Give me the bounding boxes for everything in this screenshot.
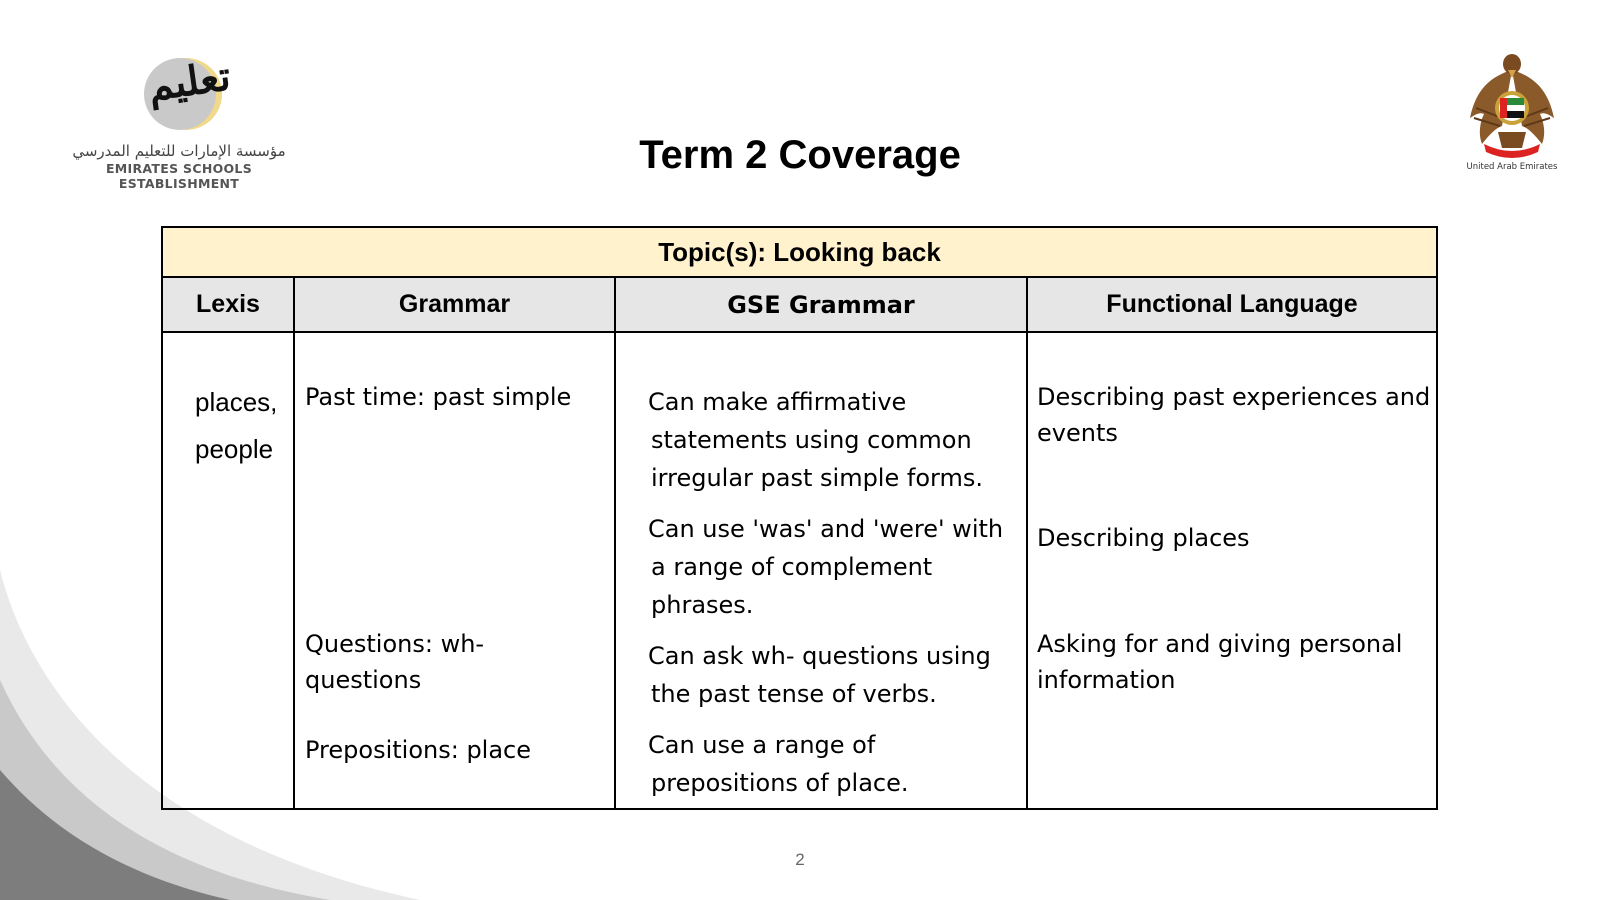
functional-language-cell: [1027, 332, 1437, 809]
gse-line: the past tense of verbs.: [651, 680, 937, 708]
lexis-item: places,: [195, 387, 278, 417]
gse-line: a range of complement: [651, 553, 933, 581]
gse-line: Can use a range of: [648, 731, 876, 759]
logo-arabic-name: مؤسسة الإمارات للتعليم المدرسي: [72, 142, 286, 160]
table-row: [162, 332, 1437, 809]
logo-english-name: EMIRATES SCHOOLS ESTABLISHMENT: [105, 161, 253, 191]
functional-line: Describing places: [1037, 524, 1250, 552]
page-title: Term 2 Coverage: [639, 133, 961, 177]
gse-line: phrases.: [651, 591, 754, 619]
grammar-item: [305, 626, 484, 698]
column-header-lexis: Lexis: [162, 277, 294, 332]
lexis-cell: [162, 332, 294, 809]
gse-statement: [648, 637, 991, 713]
page-number: 2: [795, 850, 805, 869]
grammar-cell: [294, 332, 615, 809]
logo-script-text: تعليم: [145, 52, 234, 111]
gse-statement: [648, 383, 983, 497]
topic-heading: Topic(s): Looking back: [162, 227, 1437, 277]
grammar-item-line: questions: [305, 666, 422, 694]
column-header-functional-language: Functional Language: [1027, 277, 1437, 332]
topic-row: [162, 227, 1437, 277]
grammar-item-line: Questions: wh-: [305, 630, 485, 658]
gse-grammar-cell: [615, 332, 1027, 809]
functional-item: [1037, 520, 1250, 556]
column-header-row: [162, 277, 1437, 332]
gse-statement: [648, 510, 1003, 624]
gse-line: Can ask wh- questions using: [648, 642, 991, 670]
gse-line: irregular past simple forms.: [651, 464, 983, 492]
functional-line: Asking for and giving personal: [1037, 630, 1403, 658]
column-header-grammar: Grammar: [294, 277, 615, 332]
functional-line: information: [1037, 666, 1176, 694]
gse-line: Can make affirmative: [648, 388, 907, 416]
emblem-caption: United Arab Emirates: [1466, 162, 1558, 172]
functional-item: [1037, 626, 1402, 698]
functional-line: events: [1037, 419, 1118, 447]
coverage-table: [161, 226, 1438, 810]
functional-line: Describing past experiences and: [1037, 383, 1431, 411]
gse-line: Can use 'was' and 'were' with: [648, 515, 1004, 543]
gse-line: prepositions of place.: [651, 769, 909, 797]
gse-line: statements using common: [651, 426, 972, 454]
column-header-gse-grammar: GSE Grammar: [615, 277, 1027, 332]
functional-item: [1037, 379, 1430, 451]
grammar-item: Prepositions: place: [305, 736, 532, 764]
gse-statement: [648, 726, 909, 802]
lexis-item: people: [195, 434, 274, 464]
grammar-item: Past time: past simple: [305, 383, 572, 411]
lexis-text: [195, 379, 277, 473]
